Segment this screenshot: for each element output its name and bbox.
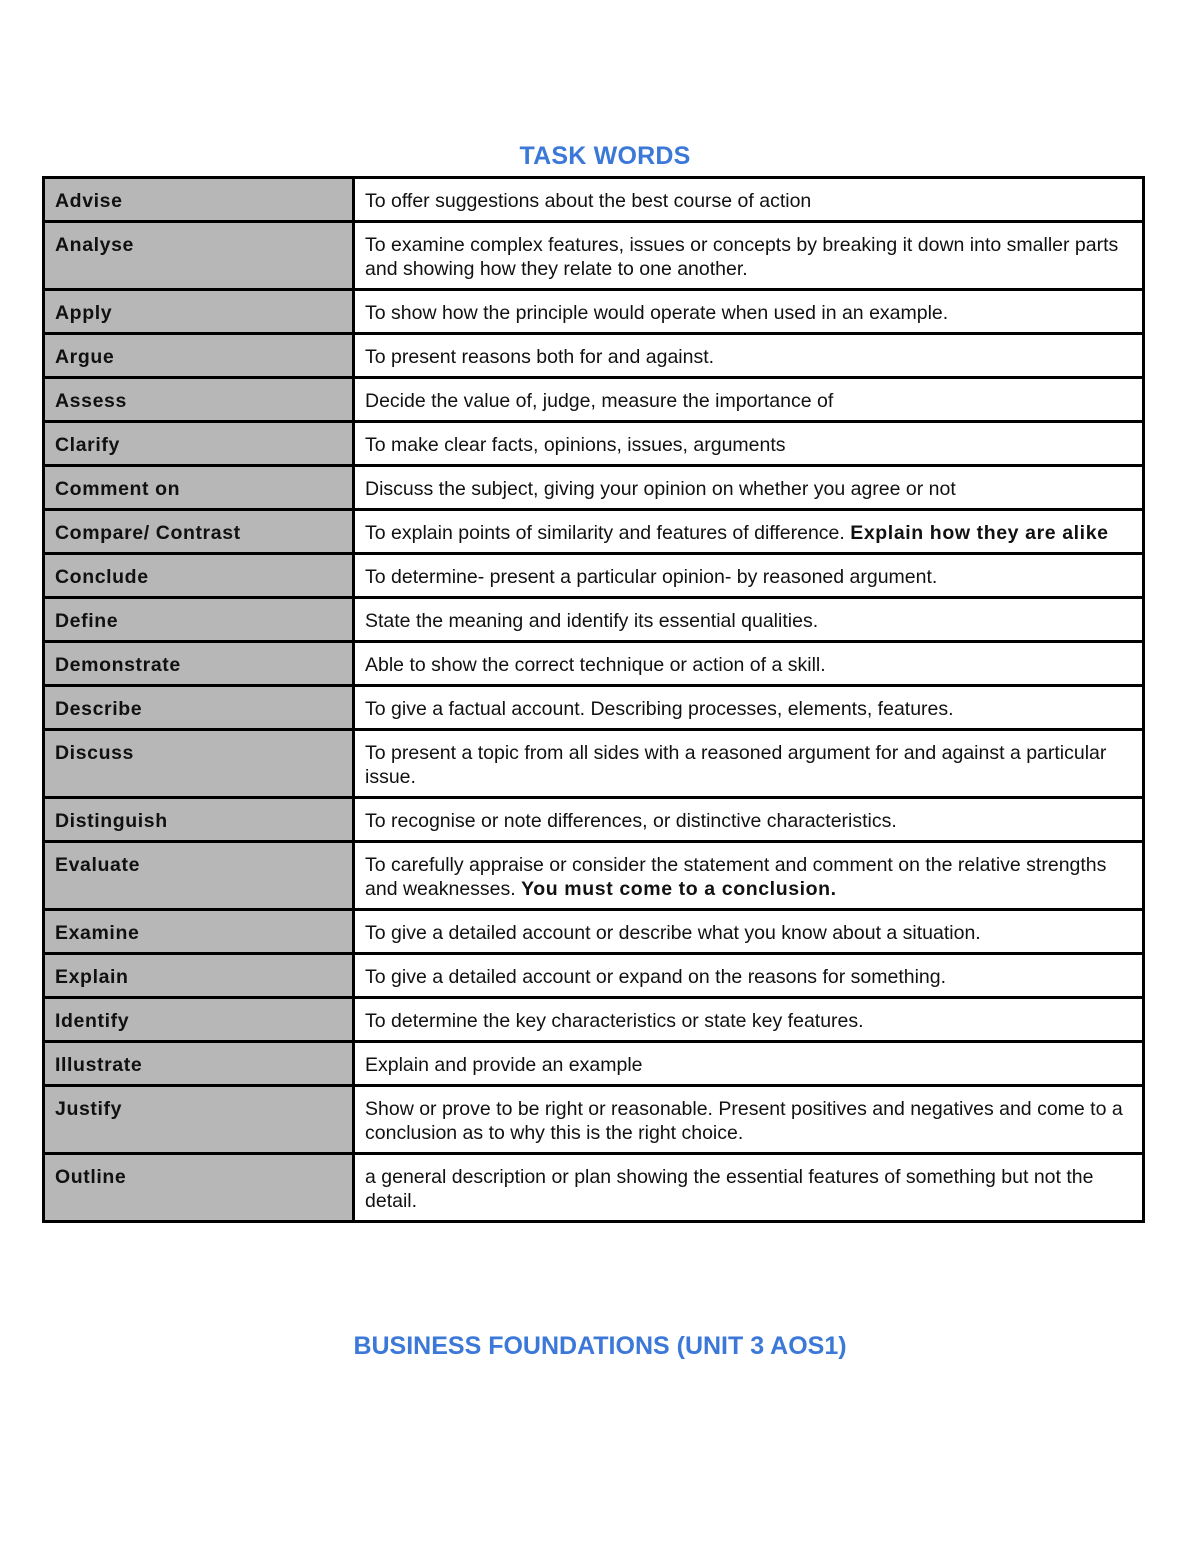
table-row [44,642,1144,686]
table-row [44,598,1144,642]
definition-text: To give a detailed account or expand on the reasons for something. [365,966,947,988]
table-row [44,1154,1144,1222]
task-word-definition [354,842,1144,910]
definition-text: To present reasons both for and against. [365,346,715,368]
task-word-term: Describe [44,686,354,730]
table-row [44,422,1144,466]
definition-text: To carefully appraise or consider the statement and comment on the relative strengths and weaknesses. [365,854,1107,900]
definition-text: To give a factual account. Describing processes, elements, features. [365,698,954,720]
definition-text: Decide the value of, judge, measure the importance of [365,390,834,412]
definition-text: Show or prove to be right or reasonable. Present positives and negatives and come to a conclusion as to why this is the right choice. [365,1098,1123,1144]
table-row [44,290,1144,334]
task-word-definition [354,178,1144,222]
definition-text: State the meaning and identify its essential qualities. [365,610,819,632]
definition-text: To determine- present a particular opinion- by reasoned argument. [365,566,938,588]
task-word-term: Explain [44,954,354,998]
definition-text: Discuss the subject, giving your opinion on whether you agree or not [365,478,956,500]
task-word-term: Justify [44,1086,354,1154]
table-row [44,554,1144,598]
table-row [44,178,1144,222]
task-word-term: Compare/ Contrast [44,510,354,554]
definition-text: To examine complex features, issues or concepts by breaking it down into smaller parts and showing how they relate to one another. [365,234,1119,280]
table-row [44,510,1144,554]
definition-text: To determine the key characteristics or state key features. [365,1010,864,1032]
task-word-term: Apply [44,290,354,334]
task-word-term: Conclude [44,554,354,598]
task-word-definition [354,510,1144,554]
task-word-definition [354,686,1144,730]
task-word-term: Evaluate [44,842,354,910]
task-word-term: Distinguish [44,798,354,842]
task-words-table [42,176,1145,1223]
task-words-body [44,178,1144,1222]
table-row [44,466,1144,510]
definition-text: Able to show the correct technique or action of a skill. [365,654,826,676]
page-title: TASK WORDS [519,142,691,170]
definition-emphasis: You must come to a conclusion. [521,878,837,900]
task-word-definition [354,422,1144,466]
task-word-definition [354,1042,1144,1086]
task-word-definition [354,378,1144,422]
definition-text: To give a detailed account or describe what you know about a situation. [365,922,981,944]
task-word-definition [354,730,1144,798]
task-word-definition [354,290,1144,334]
table-row [44,842,1144,910]
task-word-definition [354,1086,1144,1154]
task-word-definition [354,554,1144,598]
table-row [44,730,1144,798]
table-row [44,222,1144,290]
task-word-term: Outline [44,1154,354,1222]
task-word-definition [354,598,1144,642]
task-word-definition [354,334,1144,378]
table-row [44,1086,1144,1154]
definition-text: To recognise or note differences, or distinctive characteristics. [365,810,897,832]
definition-text: To make clear facts, opinions, issues, arguments [365,434,786,456]
task-word-term: Advise [44,178,354,222]
table-row [44,334,1144,378]
task-word-term: Examine [44,910,354,954]
table-row [44,910,1144,954]
task-word-term: Discuss [44,730,354,798]
table-row [44,798,1144,842]
table-row [44,998,1144,1042]
table-row [44,686,1144,730]
definition-text: Explain and provide an example [365,1054,643,1076]
task-word-definition [354,910,1144,954]
table-row [44,954,1144,998]
task-word-definition [354,1154,1144,1222]
task-word-definition [354,998,1144,1042]
task-word-definition [354,466,1144,510]
task-word-definition [354,798,1144,842]
task-word-term: Comment on [44,466,354,510]
task-word-term: Define [44,598,354,642]
table-row [44,378,1144,422]
task-word-term: Analyse [44,222,354,290]
table-row [44,1042,1144,1086]
task-word-term: Identify [44,998,354,1042]
definition-text: To present a topic from all sides with a reasoned argument for and against a particular issue. [365,742,1107,788]
definition-text: To show how the principle would operate when used in an example. [365,302,949,324]
definition-text: To explain points of similarity and features of difference. [365,522,851,544]
task-word-term: Clarify [44,422,354,466]
definition-text: To offer suggestions about the best course of action [365,190,812,212]
definition-text: a general description or plan showing the essential features of something but not the detail. [365,1166,1094,1212]
task-word-definition [354,642,1144,686]
task-word-term: Assess [44,378,354,422]
task-word-term: Demonstrate [44,642,354,686]
task-word-term: Argue [44,334,354,378]
definition-emphasis: Explain how they are alike [850,522,1109,544]
task-word-definition [354,222,1144,290]
task-word-term: Illustrate [44,1042,354,1086]
task-word-definition [354,954,1144,998]
section-heading: BUSINESS FOUNDATIONS (UNIT 3 AOS1) [353,1332,847,1360]
